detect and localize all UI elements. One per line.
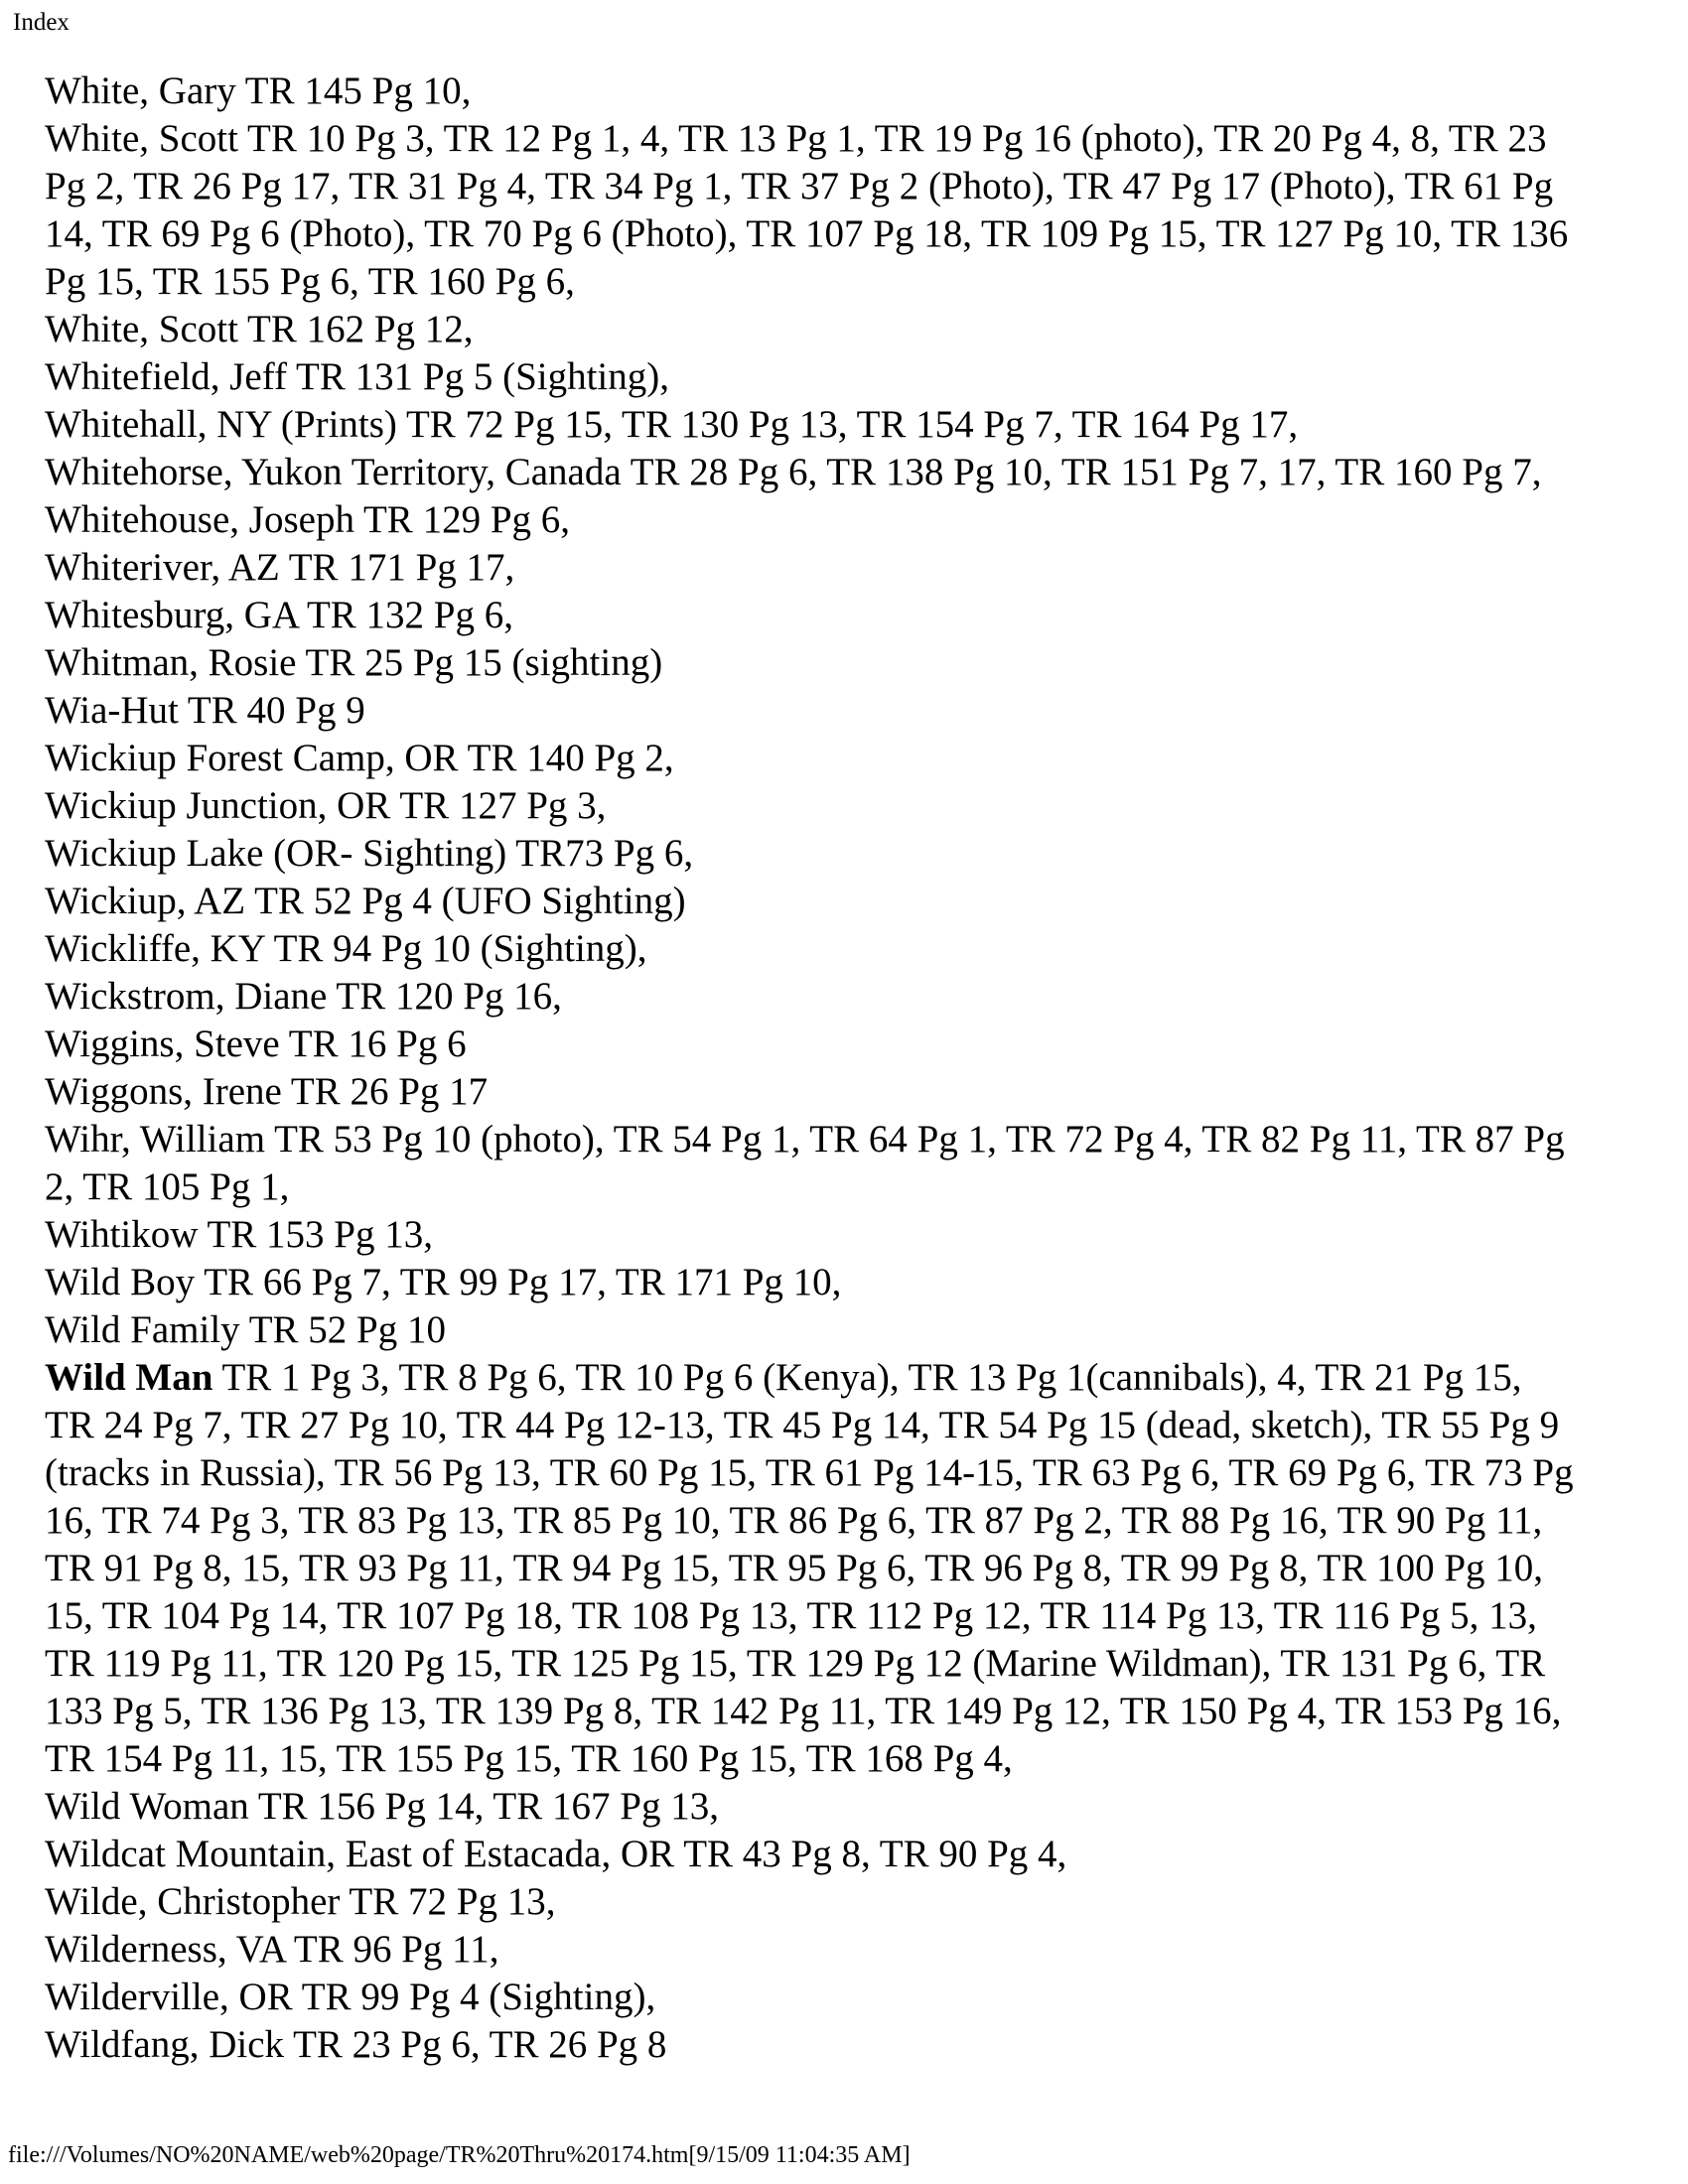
- index-line: [45, 592, 1683, 639]
- index-line: [45, 1163, 1683, 1211]
- index-line-text: Whitehouse, Joseph TR 129 Pg 6,: [45, 498, 571, 541]
- index-line-text: Wiggins, Steve TR 16 Pg 6: [45, 1023, 467, 1065]
- index-line: [45, 449, 1683, 496]
- index-line-text: TR 91 Pg 8, 15, TR 93 Pg 11, TR 94 Pg 15, TR 95 Pg 6, TR 96 Pg 8, TR 99 Pg 8, TR 100 Pg 10,: [45, 1547, 1544, 1589]
- index-line-text: 16, TR 74 Pg 3, TR 83 Pg 13, TR 85 Pg 10, TR 86 Pg 6, TR 87 Pg 2, TR 88 Pg 16, TR 90 Pg 11,: [45, 1499, 1543, 1542]
- index-line-text: Wildcat Mountain, East of Estacada, OR TR 43 Pg 8, TR 90 Pg 4,: [45, 1833, 1067, 1875]
- index-line: [45, 1783, 1683, 1831]
- index-line: [45, 1640, 1683, 1688]
- index-line-text: Wickstrom, Diane TR 120 Pg 16,: [45, 975, 562, 1018]
- index-line-text: Wilde, Christopher TR 72 Pg 13,: [45, 1880, 556, 1923]
- index-line: [45, 1926, 1683, 1974]
- index-line-text: 14, TR 69 Pg 6 (Photo), TR 70 Pg 6 (Photo), TR 107 Pg 18, TR 109 Pg 15, TR 127 Pg 10, TR 136: [45, 212, 1569, 255]
- index-line: [45, 830, 1683, 878]
- index-line: [45, 1259, 1683, 1306]
- index-line: [45, 878, 1683, 925]
- index-line-text: Wickiup Junction, OR TR 127 Pg 3,: [45, 784, 607, 827]
- index-line: [45, 735, 1683, 782]
- index-line-text: Wiggons, Irene TR 26 Pg 17: [45, 1070, 489, 1113]
- index-line-text: 2, TR 105 Pg 1,: [45, 1165, 290, 1208]
- index-line: [45, 496, 1683, 544]
- index-line: [45, 1497, 1683, 1545]
- index-line: [45, 306, 1683, 353]
- index-line: [45, 68, 1683, 115]
- index-line-text: 15, TR 104 Pg 14, TR 107 Pg 18, TR 108 Pg 13, TR 112 Pg 12, TR 114 Pg 13, TR 116 Pg 5, 13,: [45, 1594, 1537, 1637]
- index-line-text: Wild Boy TR 66 Pg 7, TR 99 Pg 17, TR 171 Pg 10,: [45, 1261, 842, 1303]
- index-line-text: White, Scott TR 10 Pg 3, TR 12 Pg 1, 4, TR 13 Pg 1, TR 19 Pg 16 (photo), TR 20 Pg 4, 8, TR 23: [45, 117, 1547, 160]
- index-line: [45, 1116, 1683, 1163]
- index-line: [45, 1545, 1683, 1592]
- index-line-text: Wilderville, OR TR 99 Pg 4 (Sighting),: [45, 1976, 656, 2018]
- index-line-text: Wildfang, Dick TR 23 Pg 6, TR 26 Pg 8: [45, 2023, 667, 2066]
- index-line: [45, 1878, 1683, 1926]
- index-line: [45, 353, 1683, 401]
- index-line: [45, 1735, 1683, 1783]
- index-line-text: (tracks in Russia), TR 56 Pg 13, TR 60 Pg 15, TR 61 Pg 14-15, TR 63 Pg 6, TR 69 Pg 6, TR 73 Pg: [45, 1451, 1574, 1494]
- index-line: [45, 1211, 1683, 1259]
- index-line: [45, 1402, 1683, 1449]
- index-line-text: Wild Woman TR 156 Pg 14, TR 167 Pg 13,: [45, 1785, 719, 1828]
- page-title: Index: [13, 9, 70, 36]
- index-line: [45, 163, 1683, 210]
- index-line-text: TR 24 Pg 7, TR 27 Pg 10, TR 44 Pg 12-13, TR 45 Pg 14, TR 54 Pg 15 (dead, sketch), TR 55 Pg 9: [45, 1404, 1560, 1446]
- index-line-text: TR 154 Pg 11, 15, TR 155 Pg 15, TR 160 Pg 15, TR 168 Pg 4,: [45, 1737, 1013, 1780]
- index-line: [45, 973, 1683, 1021]
- index-line-text: Whitehall, NY (Prints) TR 72 Pg 15, TR 130 Pg 13, TR 154 Pg 7, TR 164 Pg 17,: [45, 403, 1299, 446]
- index-line-text: Wickiup Forest Camp, OR TR 140 Pg 2,: [45, 737, 674, 779]
- index-line-text: Whitman, Rosie TR 25 Pg 15 (sighting): [45, 641, 663, 684]
- index-line-text: Whiteriver, AZ TR 171 Pg 17,: [45, 546, 515, 589]
- index-line: [45, 1974, 1683, 2021]
- index-line: [45, 401, 1683, 449]
- index-line-text: Wickliffe, KY TR 94 Pg 10 (Sighting),: [45, 927, 647, 970]
- index-line: [45, 258, 1683, 306]
- index-line: [45, 544, 1683, 592]
- index-line: [45, 687, 1683, 735]
- index-line: [45, 1306, 1683, 1354]
- index-line: [45, 210, 1683, 258]
- index-line-text: TR 1 Pg 3, TR 8 Pg 6, TR 10 Pg 6 (Kenya), TR 13 Pg 1(cannibals), 4, TR 21 Pg 15,: [212, 1356, 1522, 1399]
- index-line-text: White, Gary TR 145 Pg 10,: [45, 69, 472, 112]
- index-line: [45, 1688, 1683, 1735]
- index-line-text: Whitesburg, GA TR 132 Pg 6,: [45, 594, 513, 636]
- index-line-text: 133 Pg 5, TR 136 Pg 13, TR 139 Pg 8, TR 142 Pg 11, TR 149 Pg 12, TR 150 Pg 4, TR 153 Pg 16,: [45, 1690, 1562, 1732]
- index-line: [45, 1831, 1683, 1878]
- index-line-text: Whitefield, Jeff TR 131 Pg 5 (Sighting),: [45, 355, 670, 398]
- index-line-text: Wihtikow TR 153 Pg 13,: [45, 1213, 433, 1256]
- index-term-bold: Wild Man: [45, 1356, 213, 1399]
- file-url-footer: file:///Volumes/NO%20NAME/web%20page/TR%20Thru%20174.htm[9/15/09 11:04:35 AM]: [8, 2142, 911, 2168]
- index-line-text: Pg 2, TR 26 Pg 17, TR 31 Pg 4, TR 34 Pg 1, TR 37 Pg 2 (Photo), TR 47 Pg 17 (Photo), TR 61 Pg: [45, 165, 1554, 207]
- index-line: [45, 115, 1683, 163]
- index-line: [45, 782, 1683, 830]
- index-line-text: TR 119 Pg 11, TR 120 Pg 15, TR 125 Pg 15, TR 129 Pg 12 (Marine Wildman), TR 131 Pg 6, TR: [45, 1642, 1546, 1685]
- index-line-text: Wihr, William TR 53 Pg 10 (photo), TR 54 Pg 1, TR 64 Pg 1, TR 72 Pg 4, TR 82 Pg 11, TR 87 Pg: [45, 1118, 1565, 1160]
- index-line-text: Wickiup, AZ TR 52 Pg 4 (UFO Sighting): [45, 880, 686, 922]
- index-line: [45, 639, 1683, 687]
- index-line: [45, 1068, 1683, 1116]
- index-line: [45, 1021, 1683, 1068]
- index-line-text: Pg 15, TR 155 Pg 6, TR 160 Pg 6,: [45, 260, 575, 303]
- index-line-text: Wickiup Lake (OR- Sighting) TR73 Pg 6,: [45, 832, 694, 875]
- index-line-text: Wilderness, VA TR 96 Pg 11,: [45, 1928, 499, 1971]
- index-line: [45, 1449, 1683, 1497]
- index-entry-list: [45, 68, 1683, 2069]
- index-line: [45, 2021, 1683, 2069]
- index-line-text: White, Scott TR 162 Pg 12,: [45, 308, 474, 350]
- index-line: [45, 925, 1683, 973]
- index-line: [45, 1354, 1683, 1402]
- index-line-text: Wia-Hut TR 40 Pg 9: [45, 689, 365, 732]
- index-line: [45, 1592, 1683, 1640]
- index-line-text: Wild Family TR 52 Pg 10: [45, 1308, 446, 1351]
- index-line-text: Whitehorse, Yukon Territory, Canada TR 28 Pg 6, TR 138 Pg 10, TR 151 Pg 7, 17, TR 160 Pg 7,: [45, 451, 1542, 493]
